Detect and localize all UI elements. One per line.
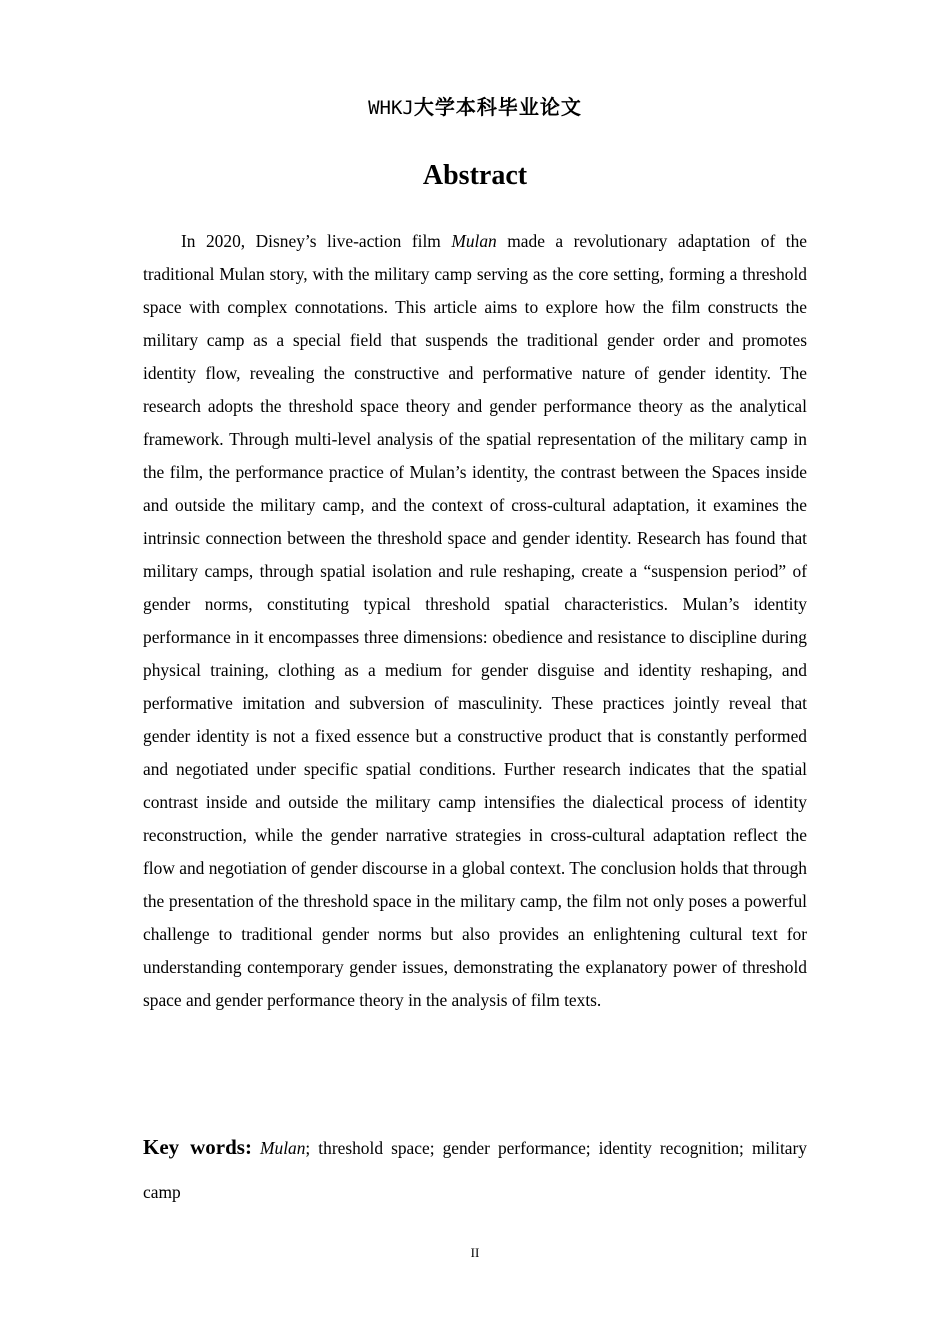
keywords-label: Key words:: [143, 1135, 252, 1159]
abstract-text-start: In 2020, Disney’s live-action film: [181, 231, 452, 251]
page-title: Abstract: [422, 160, 528, 191]
keywords-list: ; threshold space; gender performance; identity recognition; military camp: [143, 1138, 808, 1202]
film-title-italic: Mulan: [451, 231, 497, 251]
keyword-film-title: Mulan: [260, 1138, 306, 1158]
header-chinese: 大学本科毕业论文: [413, 95, 582, 119]
page-number: II: [470, 1245, 480, 1260]
keywords-paragraph: [143, 1125, 807, 1214]
running-header: [0, 94, 950, 121]
abstract-text-rest: made a revolutionary adaptation of the traditional Mulan story, with the military camp serving as the core setting, forming a threshold space with complex connotations. This article aims to explore how the film constructs the military camp as a special field that suspends the traditional gender order and promotes identity flow, revealing the constructive and performative nature of gender identity. The research adopts the threshold space theory and gender performance theory as the analytical framework. Through multi-level analysis of the spatial representation of the military camp in the film, the performance practice of Mulan’s identity, the contrast between the Spaces inside and outside the military camp, and the context of cross-cultural adaptation, it examines the intrinsic connection between the threshold space and gender identity. Research has found that military camps, through spatial isolation and rule reshaping, create a “suspension period” of gender norms, constituting typical threshold spatial characteristics. Mulan’s identity performance in it encompasses three dimensions: obedience and resistance to discipline during physical training, clothing as a medium for gender disguise and identity reshaping, and performative imitation and subversion of masculinity. These practices jointly reveal that gender identity is not a fixed essence but a constructive product that is constantly performed and negotiated under specific spatial conditions. Further research indicates that the spatial contrast inside and outside the military camp intensifies the dialectical process of identity reconstruction, while the gender narrative strategies in cross-cultural adaptation reflect the flow and negotiation of gender discourse in a global context. The conclusion holds that through the presentation of the threshold space in the military camp, the film not only poses a powerful challenge to traditional gender norms but also provides an enlightening cultural text for understanding contemporary gender issues, demonstrating the explanatory power of threshold space and gender performance theory in the analysis of film texts.: [143, 231, 807, 1010]
abstract-paragraph: [143, 225, 807, 1017]
header-latin: WHKJ: [368, 97, 414, 119]
